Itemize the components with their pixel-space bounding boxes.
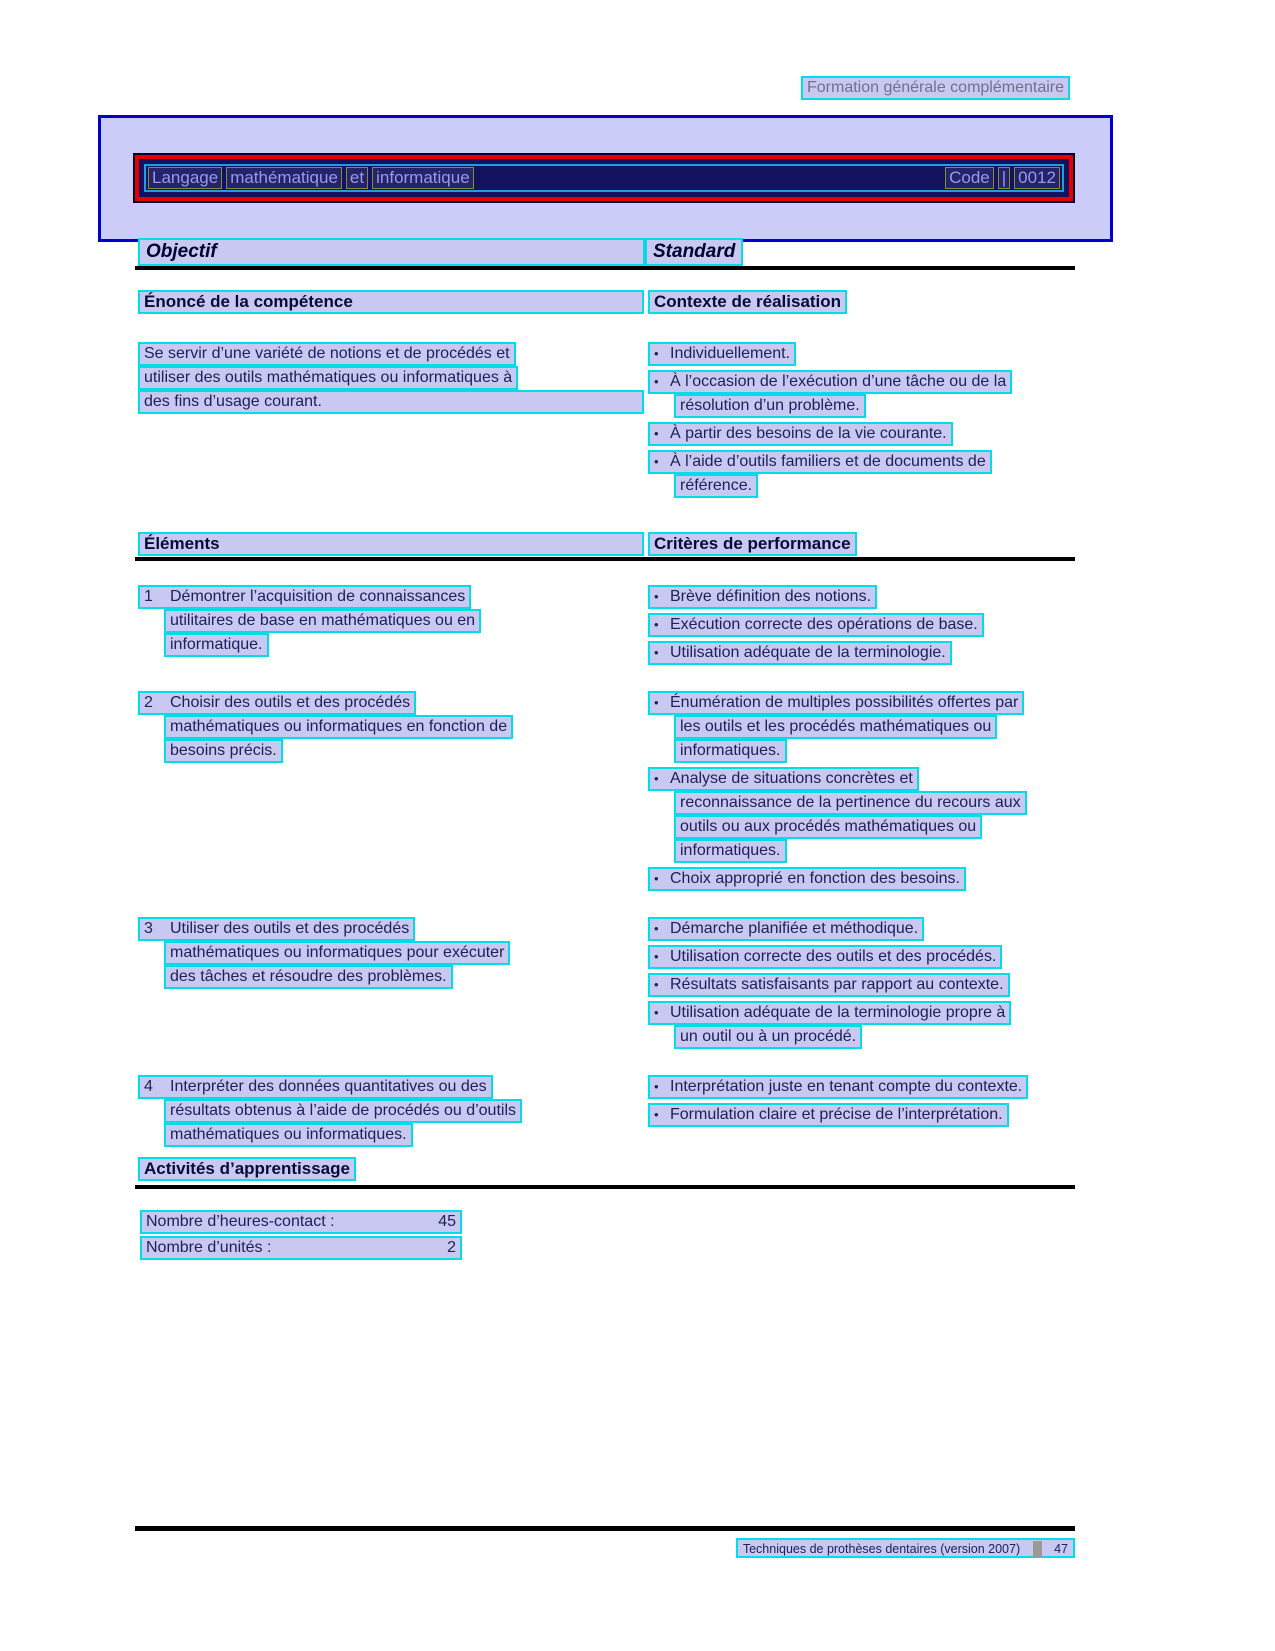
bullet-text: Choix approprié en fonction des besoins. [670, 870, 960, 887]
bullet-icon: • [654, 426, 659, 441]
running-header [801, 76, 1070, 100]
footer-separator [1033, 1541, 1042, 1557]
item-line: mathématiques ou informatiques en fonction de [164, 715, 513, 739]
element-item-4 [138, 1075, 1078, 1147]
bullet-text: Démarche planifiée et méthodique. [670, 920, 919, 937]
item-line: informatique. [164, 633, 269, 657]
bullet-text: informatiques. [674, 739, 787, 763]
activities-heading: Activités d’apprentissage [138, 1157, 356, 1181]
course-code-word: Code [945, 167, 994, 189]
bullet-text: À l’occasion de l’exécution d’une tâche ou de la [670, 373, 1007, 390]
item-line: Choisir des outils et des procédés [170, 694, 411, 711]
competence-statement [138, 342, 648, 498]
bullet-text: référence. [674, 474, 758, 498]
criteria-list [648, 585, 1078, 665]
page-number: 47 [1054, 1542, 1068, 1556]
list-item [648, 613, 1078, 637]
elements-section [138, 532, 1078, 1147]
footer-rule [135, 1526, 1075, 1531]
list-item [648, 370, 1078, 418]
element-text [138, 917, 648, 1049]
units-value: 2 [447, 1239, 456, 1256]
bullet-icon: • [654, 1107, 659, 1122]
course-code-value: 0012 [1014, 167, 1060, 189]
bullet-text: informatiques. [674, 839, 787, 863]
hours-row [140, 1210, 462, 1234]
competence-body [138, 342, 1078, 498]
hours-value: 45 [438, 1213, 456, 1230]
bullet-text: Utilisation adéquate de la terminologie propre à [670, 1004, 1006, 1021]
course-code-separator: | [998, 167, 1010, 189]
divider-rule [135, 266, 1075, 270]
right-section-heading: Contexte de réalisation [648, 290, 847, 314]
footer-box [736, 1538, 1075, 1558]
competence-section [138, 290, 1078, 498]
course-title-word: Langage [148, 167, 222, 189]
element-item-2 [138, 691, 1078, 891]
item-line: utilitaires de base en mathématiques ou en [164, 609, 481, 633]
list-item [648, 867, 1078, 891]
statement-line: des fins d’usage courant. [138, 390, 644, 414]
element-text [138, 691, 648, 891]
running-header-label: Formation générale complémentaire [801, 76, 1070, 100]
list-item [648, 945, 1078, 969]
statement-line: utiliser des outils mathématiques ou informatiques à [138, 366, 518, 390]
element-text [138, 585, 648, 665]
activities-numbers [140, 1210, 462, 1262]
elements-headers [138, 532, 1078, 556]
list-item [648, 641, 1078, 665]
bullet-text: Énumération de multiples possibilités offertes par [670, 694, 1019, 711]
list-item [648, 767, 1078, 863]
list-item [648, 1075, 1078, 1099]
bullet-icon: • [654, 695, 659, 710]
list-item [648, 1103, 1078, 1127]
competence-headers [138, 290, 1078, 314]
footer-text: Techniques de prothèses dentaires (version 2007) [742, 1542, 1021, 1556]
divider-rule [135, 1185, 1075, 1189]
course-title-word: mathématique [226, 167, 342, 189]
hours-label: Nombre d’heures-contact : [146, 1213, 335, 1230]
bullet-icon: • [654, 346, 659, 361]
item-line: Interpréter des données quantitatives ou des [170, 1078, 487, 1095]
bullet-icon: • [654, 871, 659, 886]
right-section-heading: Critères de performance [648, 532, 857, 556]
bullet-icon: • [654, 374, 659, 389]
bullet-text: À partir des besoins de la vie courante. [670, 425, 947, 442]
criteria-list [648, 917, 1078, 1049]
item-line: des tâches et résoudre des problèmes. [164, 965, 453, 989]
standard-heading: Standard [645, 238, 743, 266]
units-label: Nombre d’unités : [146, 1239, 272, 1256]
list-item [648, 1001, 1078, 1049]
bullet-icon: • [654, 1005, 659, 1020]
units-row [140, 1236, 462, 1260]
bullet-icon: • [654, 771, 659, 786]
bullet-icon: • [654, 1079, 659, 1094]
bullet-text: les outils et les procédés mathématiques ou [674, 715, 997, 739]
list-item [648, 422, 1078, 446]
bullet-text: Utilisation correcte des outils et des procédés. [670, 948, 997, 965]
page-footer [736, 1538, 1075, 1558]
left-section-heading: Éléments [138, 532, 644, 556]
item-number: 1 [144, 588, 153, 605]
divider-rule [135, 557, 1075, 561]
course-banner [135, 155, 1073, 201]
item-number: 4 [144, 1078, 153, 1095]
item-line: mathématiques ou informatiques. [164, 1123, 413, 1147]
column-heads [138, 238, 743, 266]
item-number: 3 [144, 920, 153, 937]
statement-line: Se servir d’une variété de notions et de procédés et [138, 342, 516, 366]
bullet-text: outils ou aux procédés mathématiques ou [674, 815, 982, 839]
item-line: résultats obtenus à l’aide de procédés ou d’outils [164, 1099, 522, 1123]
bullet-text: À l’aide d’outils familiers et de documents de [670, 453, 986, 470]
list-item [648, 585, 1078, 609]
bullet-text: Brève définition des notions. [670, 588, 872, 605]
left-section-heading: Énoncé de la compétence [138, 290, 644, 314]
list-item [648, 973, 1078, 997]
element-item-3 [138, 917, 1078, 1049]
activities-section [138, 1157, 356, 1181]
item-number: 2 [144, 694, 153, 711]
bullet-text: un outil ou à un procédé. [674, 1025, 862, 1049]
bullet-text: Formulation claire et précise de l’interprétation. [670, 1106, 1003, 1123]
element-text [138, 1075, 648, 1147]
bullet-icon: • [654, 454, 659, 469]
elements-items [138, 585, 1078, 1147]
list-item [648, 691, 1078, 763]
bullet-icon: • [654, 921, 659, 936]
item-line: besoins précis. [164, 739, 283, 763]
course-title-word: et [346, 167, 368, 189]
bullet-icon: • [654, 617, 659, 632]
bullet-text: Analyse de situations concrètes et [670, 770, 913, 787]
item-line: mathématiques ou informatiques pour exécuter [164, 941, 510, 965]
course-title-word: informatique [372, 167, 474, 189]
bullet-icon: • [654, 645, 659, 660]
bullet-text: Exécution correcte des opérations de base. [670, 616, 978, 633]
element-item-1 [138, 585, 1078, 665]
context-list [648, 342, 1078, 498]
bullet-text: reconnaissance de la pertinence du recours aux [674, 791, 1027, 815]
bullet-text: résolution d’un problème. [674, 394, 866, 418]
bullet-icon: • [654, 949, 659, 964]
criteria-list [648, 691, 1078, 891]
course-banner-line [144, 164, 1064, 192]
list-item [648, 917, 1078, 941]
bullet-text: Interprétation juste en tenant compte du contexte. [670, 1078, 1023, 1095]
list-item [648, 450, 1078, 498]
item-line: Démontrer l’acquisition de connaissances [170, 588, 466, 605]
bullet-text: Individuellement. [670, 345, 791, 362]
list-item [648, 342, 1078, 366]
bullet-text: Résultats satisfaisants par rapport au contexte. [670, 976, 1004, 993]
item-line: Utiliser des outils et des procédés [170, 920, 410, 937]
course-code [945, 167, 1060, 189]
bullet-icon: • [654, 977, 659, 992]
criteria-list [648, 1075, 1078, 1147]
course-title [148, 167, 474, 189]
objectif-heading: Objectif [138, 238, 645, 266]
bullet-icon: • [654, 589, 659, 604]
bullet-text: Utilisation adéquate de la terminologie. [670, 644, 946, 661]
